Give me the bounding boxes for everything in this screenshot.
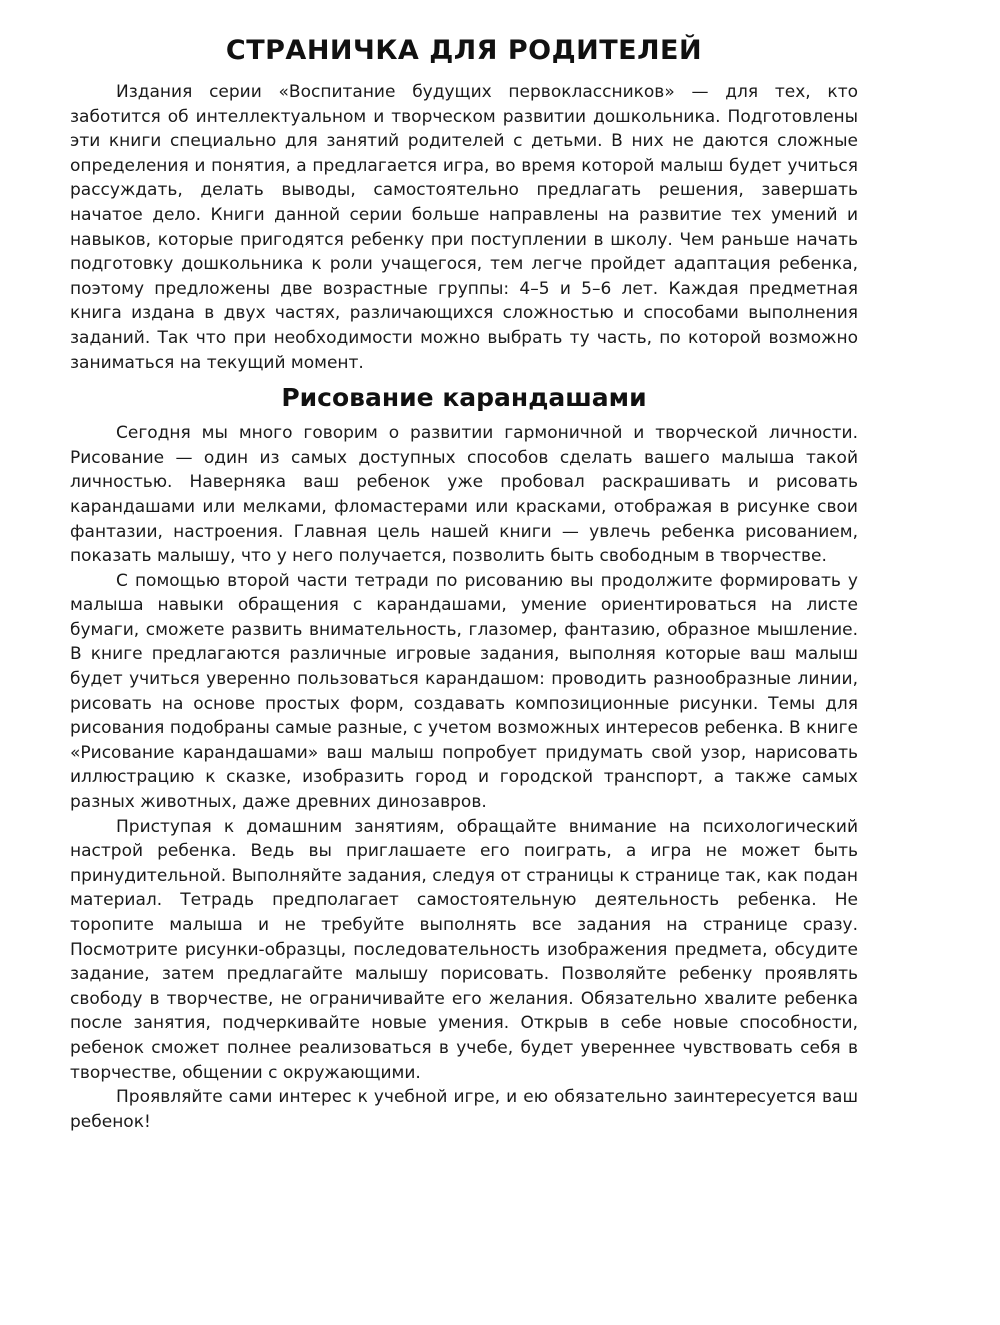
document-page bbox=[70, 34, 858, 1134]
section-title: Рисование карандашами bbox=[281, 383, 647, 413]
drawing-paragraph-1: Сегодня мы много говорим о развитии гармоничной и творческой личности. Рисование — один из самых доступных способов сделать вашего малыша такой личностью. Наверняка ваш ребенок уже пробовал раскрашивать и рисовать карандашами или мелками, фломастерами или красками, отображая в рисунке свои фантазии, настроения. Главная цель нашей книги — увлечь ребенка рисованием, показать малышу, что у него получается, позволить быть свободным в творчестве. bbox=[70, 423, 858, 567]
page-title: СТРАНИЧКА ДЛЯ РОДИТЕЛЕЙ bbox=[225, 35, 703, 66]
intro-paragraph: Издания серии «Воспитание будущих первоклассников» — для тех, кто заботится об интеллектуальном и творческом развитии дошкольника. Подготовлены эти книги специально для занятий родителей с детьми. В них не даются сложные определения и понятия, а предлагается игра, во время которой малыш будет учиться рассуждать, делать выводы, самостоятельно предлагать решения, завершать начатое дело. Книги данной серии больше направлены на развитие тех умений и навыков, которые пригодятся ребенку при поступлении в школу. Чем раньше начать подготовку дошкольника к роли учащегося, тем легче пройдет адаптация ребенка, поэтому предложены две возрастные группы: 4–5 и 5–6 лет. Каждая предметная книга издана в двух частях, различающихся сложностью и способами выполнения заданий. Так что при необходимости можно выбрать ту часть, по которой возможно заниматься на текущий момент. bbox=[70, 82, 858, 373]
drawing-paragraph-2: С помощью второй части тетради по рисованию вы продолжите формировать у малыша навыки обращения с карандашами, умение ориентироваться на листе бумаги, сможете развить внимательность, глазомер, фантазию, образное мышление. В книге предлагаются различные игровые задания, выполняя которые ваш малыш будет учиться уверенно пользоваться карандашом: проводить разнообразные линии, рисовать на основе простых форм, создавать композиционные рисунки. Темы для рисования подобраны самые разные, с учетом возможных интересов ребенка. В книге «Рисование карандашами» ваш малыш попробует придумать свой узор, нарисовать иллюстрацию к сказке, изобразить город и городской транспорт, а также самых разных животных, даже древних динозавров. bbox=[70, 570, 858, 813]
drawing-paragraph-3: Приступая к домашним занятиям, обращайте внимание на психологический настрой ребенка. Ведь вы приглашаете его поиграть, а игра не может быть принудительной. Выполняйте задания, следуя от страницы к странице так, как подан материал. Тетрадь предполагает самостоятельную деятельность ребенка. Не торопите малыша и не требуйте выполнять все задания на странице сразу. Посмотрите рисунки-образцы, последовательность изображения предмета, обсудите задание, затем предлагайте малышу порисовать. Позволяйте ребенку проявлять свободу в творчестве, не ограничивайте его желания. Обязательно хвалите ребенка после занятия, подчеркивайте новые умения. Открыв в себе новые способности, ребенок сможет полнее реализоваться в учебе, будет увереннее чувствовать себя в творчестве, общении с окружающими. bbox=[70, 816, 858, 1083]
drawing-paragraph-4: Проявляйте сами интерес к учебной игре, и ею обязательно заинтересуется ваш ребенок! bbox=[70, 1087, 858, 1132]
